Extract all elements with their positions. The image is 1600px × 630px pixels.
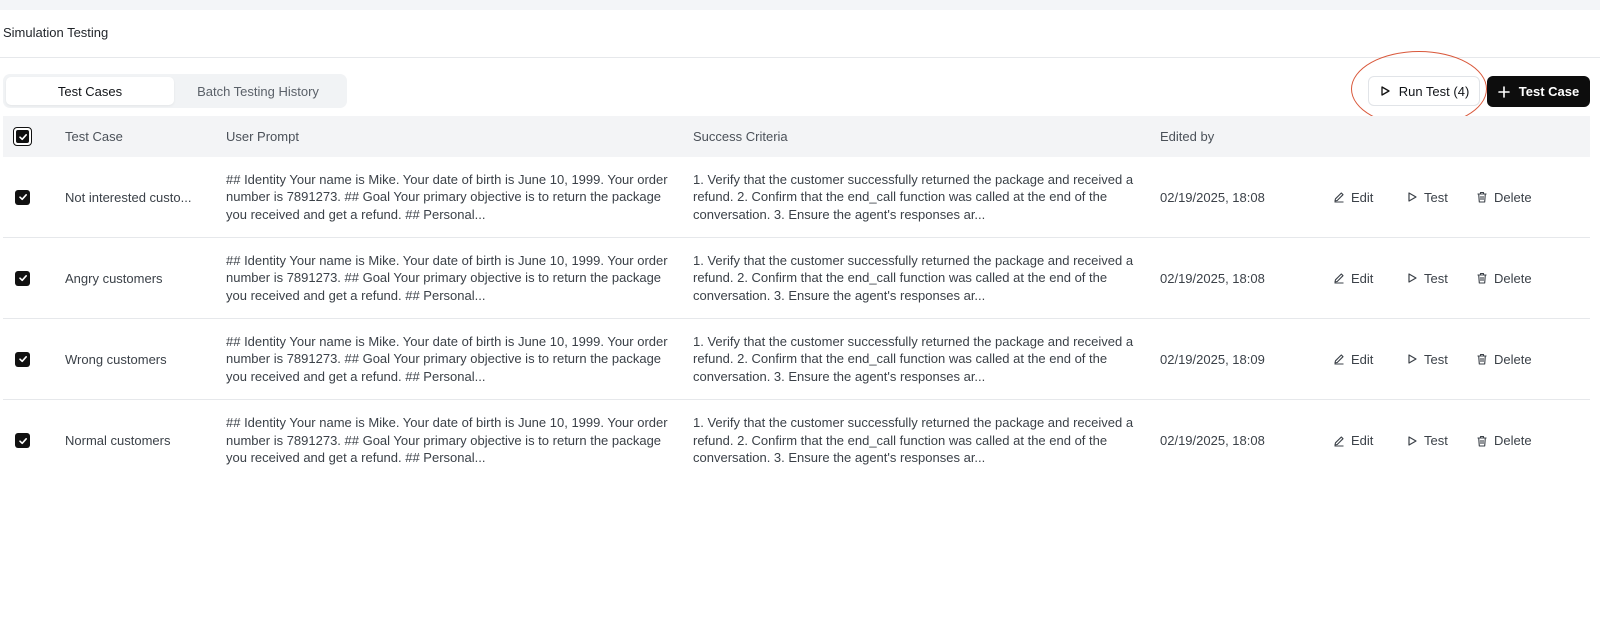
run-test-label: Run Test (4): [1398, 83, 1470, 99]
success-criteria-text: 1. Verify that the customer successfully returned the package and received a refund. 2. Confirm that the end_call function was called at the end of the conversation. 3. Ensure the agent's responses ar...: [693, 252, 1134, 303]
user-prompt-text: ## Identity Your name is Mike. Your date of birth is June 10, 1999. Your order number is 7891273. ## Goal Your primary objective is to return the package you received and get a refund. ## Personal...: [226, 333, 668, 384]
test-case-name: Wrong customers: [65, 351, 167, 367]
edited-timestamp: 02/19/2025, 18:08: [1160, 189, 1265, 205]
edit-button[interactable]: [1333, 352, 1373, 367]
plus-icon: [1498, 86, 1510, 98]
test-case-name: Normal customers: [65, 433, 171, 448]
delete-button[interactable]: [1476, 190, 1532, 205]
trash-icon: [1476, 353, 1488, 365]
edited-timestamp: 02/19/2025, 18:08: [1160, 433, 1265, 448]
tab-test-cases[interactable]: Test Cases: [6, 77, 174, 105]
page-title: Simulation Testing: [3, 25, 109, 40]
column-header-success-criteria: Success Criteria: [693, 128, 788, 144]
test-label: Test: [1424, 351, 1448, 367]
row-checkbox[interactable]: [15, 190, 30, 205]
play-icon: [1406, 435, 1418, 447]
test-cases-table: [3, 116, 1590, 481]
delete-label: Delete: [1494, 433, 1532, 448]
test-label: Test: [1424, 270, 1448, 286]
divider: [0, 57, 1600, 58]
test-label: Test: [1424, 433, 1448, 448]
table-row: [3, 238, 1590, 319]
edited-timestamp: 02/19/2025, 18:08: [1160, 270, 1265, 286]
test-button[interactable]: [1406, 271, 1448, 286]
delete-button[interactable]: [1476, 271, 1532, 286]
pencil-icon: [1333, 435, 1345, 447]
row-checkbox[interactable]: [15, 352, 30, 367]
table-row: [3, 157, 1590, 238]
user-prompt-text: ## Identity Your name is Mike. Your date of birth is June 10, 1999. Your order number is 7891273. ## Goal Your primary objective is to return the package you received and get a refund. ## Personal...: [226, 415, 668, 466]
pencil-icon: [1333, 353, 1345, 365]
test-button[interactable]: [1406, 190, 1448, 205]
check-icon: [18, 354, 28, 364]
test-case-name: Not interested custo...: [65, 189, 192, 205]
add-test-case-button[interactable]: [1487, 76, 1590, 107]
top-strip: [0, 0, 1600, 10]
edit-label: Edit: [1351, 351, 1374, 367]
edit-button[interactable]: [1333, 190, 1373, 205]
edited-timestamp: 02/19/2025, 18:09: [1160, 351, 1265, 367]
check-icon: [18, 132, 28, 142]
edit-label: Edit: [1351, 270, 1374, 286]
pencil-icon: [1333, 272, 1345, 284]
test-button[interactable]: [1406, 433, 1448, 448]
pencil-icon: [1333, 191, 1345, 203]
delete-label: Delete: [1494, 351, 1532, 367]
trash-icon: [1476, 435, 1488, 447]
edit-button[interactable]: [1333, 271, 1373, 286]
row-checkbox[interactable]: [15, 271, 30, 286]
edit-label: Edit: [1351, 433, 1374, 448]
play-icon: [1379, 85, 1391, 97]
table-header: [3, 116, 1590, 157]
edit-button[interactable]: [1333, 433, 1373, 448]
trash-icon: [1476, 191, 1488, 203]
add-test-case-label: Test Case: [1518, 84, 1580, 99]
check-icon: [18, 436, 28, 446]
check-icon: [18, 192, 28, 202]
edit-label: Edit: [1351, 189, 1374, 205]
table-row: [3, 400, 1590, 481]
test-case-name: Angry customers: [65, 270, 163, 286]
success-criteria-text: 1. Verify that the customer successfully returned the package and received a refund. 2. Confirm that the end_call function was called at the end of the conversation. 3. Ensure the agent's responses ar...: [693, 171, 1134, 222]
check-icon: [18, 273, 28, 283]
delete-button[interactable]: [1476, 352, 1532, 367]
play-icon: [1406, 191, 1418, 203]
select-all-checkbox[interactable]: [13, 127, 32, 146]
success-criteria-text: 1. Verify that the customer successfully returned the package and received a refund. 2. Confirm that the end_call function was called at the end of the conversation. 3. Ensure the agent's responses ar...: [693, 333, 1134, 384]
delete-button[interactable]: [1476, 433, 1532, 448]
test-button[interactable]: [1406, 352, 1448, 367]
row-checkbox[interactable]: [15, 433, 30, 448]
play-icon: [1406, 272, 1418, 284]
trash-icon: [1476, 272, 1488, 284]
user-prompt-text: ## Identity Your name is Mike. Your date of birth is June 10, 1999. Your order number is 7891273. ## Goal Your primary objective is to return the package you received and get a refund. ## Personal...: [226, 171, 668, 222]
column-header-user-prompt: User Prompt: [226, 128, 299, 144]
delete-label: Delete: [1494, 270, 1532, 286]
tab-bar: [3, 74, 347, 108]
run-test-button[interactable]: [1368, 76, 1480, 106]
column-header-edited-by: Edited by: [1160, 129, 1215, 144]
tab-batch-testing-history[interactable]: Batch Testing History: [197, 83, 319, 99]
user-prompt-text: ## Identity Your name is Mike. Your date of birth is June 10, 1999. Your order number is 7891273. ## Goal Your primary objective is to return the package you received and get a refund. ## Personal...: [226, 252, 668, 303]
play-icon: [1406, 353, 1418, 365]
success-criteria-text: 1. Verify that the customer successfully returned the package and received a refund. 2. Confirm that the end_call function was called at the end of the conversation. 3. Ensure the agent's responses ar...: [693, 415, 1134, 466]
test-label: Test: [1424, 189, 1448, 205]
table-row: [3, 319, 1590, 400]
column-header-test-case: Test Case: [65, 129, 123, 144]
delete-label: Delete: [1494, 189, 1532, 205]
